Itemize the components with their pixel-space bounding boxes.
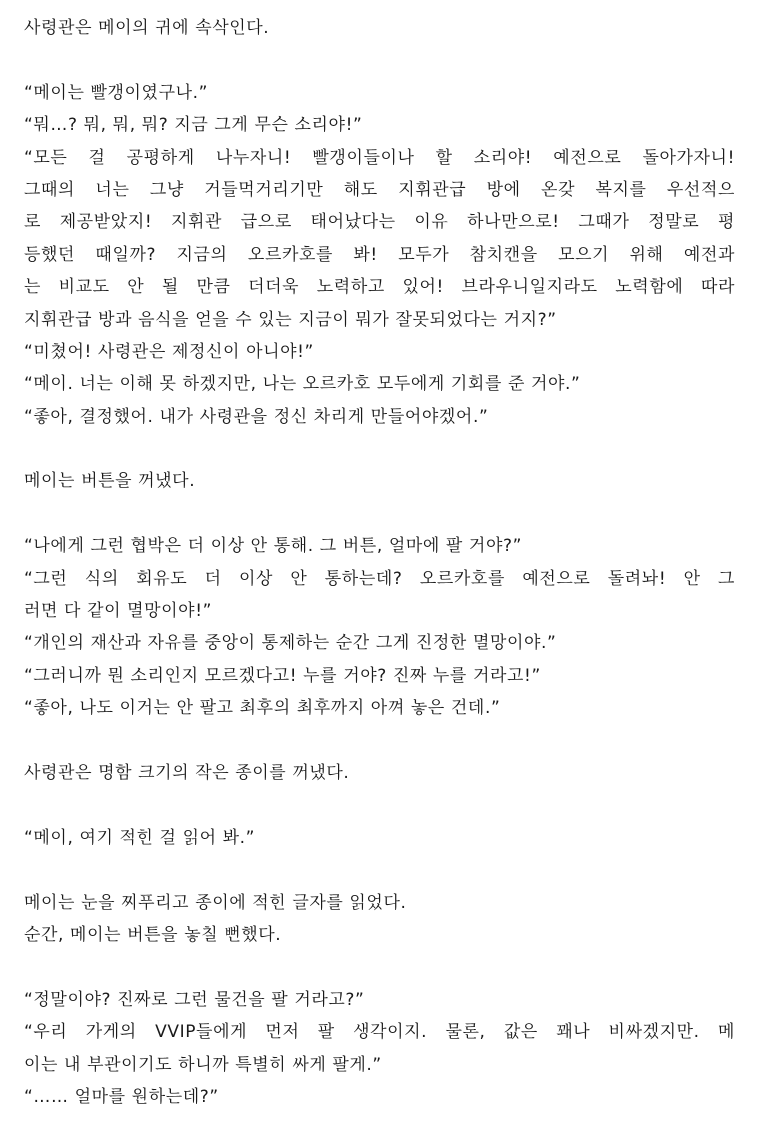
dialogue-line: “우리 가게의 VVIP들에게 먼저 팔 생각이지. 물론, 값은 꽤나 비싸겠지만. 메: [24, 1022, 735, 1043]
paragraph-gap: [24, 725, 735, 757]
narration-line: 사령관은 명함 크기의 작은 종이를 꺼냈다.: [24, 762, 350, 783]
dialogue-line: “좋아, 결정했어. 내가 사령관을 정신 차리게 만들어야겠어.”: [24, 406, 489, 427]
dialogue-line: “그러니까 뭔 소리인지 모르겠다고! 누를 거야? 진짜 누를 거라고!”: [24, 665, 541, 686]
dialogue-line: 이는 내 부관이기도 하니까 특별히 싸게 팔게.”: [24, 1054, 382, 1075]
dialogue-line: 러면 다 같이 멸망이야!”: [24, 601, 213, 622]
paragraph-gap: [24, 433, 735, 465]
dialogue-line: “미쳤어! 사령관은 제정신이 아니야!”: [24, 341, 314, 362]
dialogue-line: 로 제공받았지! 지휘관 급으로 태어났다는 이유 하나만으로! 그때가 정말로 평: [24, 212, 735, 233]
paragraph-gap: [24, 498, 735, 530]
dialogue-line: 지휘관급 방과 음식을 얻을 수 있는 지금이 뭐가 잘못되었다는 거지?”: [24, 309, 557, 330]
dialogue-line: 그때의 너는 그냥 거들먹거리기만 해도 지휘관급 방에 온갖 복지를 우선적으: [24, 179, 735, 200]
dialogue-line: “개인의 재산과 자유를 중앙이 통제하는 순간 그게 진정한 멸망이야.”: [24, 633, 557, 654]
paragraph-gap: [24, 44, 735, 76]
dialogue-line: “좋아, 나도 이거는 안 팔고 최후의 최후까지 아껴 놓은 건데.”: [24, 698, 501, 719]
dialogue-line: “메이는 빨갱이였구나.”: [24, 82, 209, 103]
dialogue-line: “그런 식의 회유도 더 이상 안 통하는데? 오르카호를 예전으로 돌려놔! 안 그: [24, 568, 735, 589]
dialogue-line: “정말이야? 진짜로 그런 물건을 팔 거라고?”: [24, 989, 365, 1010]
narration-line: 메이는 눈을 찌푸리고 종이에 적힌 글자를 읽었다.: [24, 892, 407, 913]
dialogue-line: “메이, 여기 적힌 걸 읽어 봐.”: [24, 827, 256, 848]
narration-line: 메이는 버튼을 꺼냈다.: [24, 471, 196, 492]
narration-line: 순간, 메이는 버튼을 놓칠 뻔했다.: [24, 924, 282, 945]
dialogue-line: “모든 걸 공평하게 나누자니! 빨갱이들이나 할 소리야! 예전으로 돌아가자니!: [24, 147, 735, 168]
dialogue-line: “뭐…? 뭐, 뭐, 뭐? 지금 그게 무슨 소리야!”: [24, 115, 363, 136]
paragraph-gap: [24, 854, 735, 886]
dialogue-line: “…… 얼마를 원하는데?”: [24, 1086, 219, 1107]
dialogue-line: “메이. 너는 이해 못 하겠지만, 나는 오르카호 모두에게 기회를 준 거야.”: [24, 374, 581, 395]
paragraph-gap: [24, 951, 735, 983]
dialogue-line: 등했던 때일까? 지금의 오르카호를 봐! 모두가 참치캔을 모으기 위해 예전과: [24, 244, 735, 265]
paragraph-gap: [24, 789, 735, 821]
narration-line: 사령관은 메이의 귀에 속삭인다.: [24, 18, 270, 38]
dialogue-line: 는 비교도 안 될 만큼 더더욱 노력하고 있어! 브라우니일지라도 노력함에 따라: [24, 277, 735, 298]
dialogue-line: “나에게 그런 협박은 더 이상 안 통해. 그 버튼, 얼마에 팔 거야?”: [24, 536, 522, 557]
